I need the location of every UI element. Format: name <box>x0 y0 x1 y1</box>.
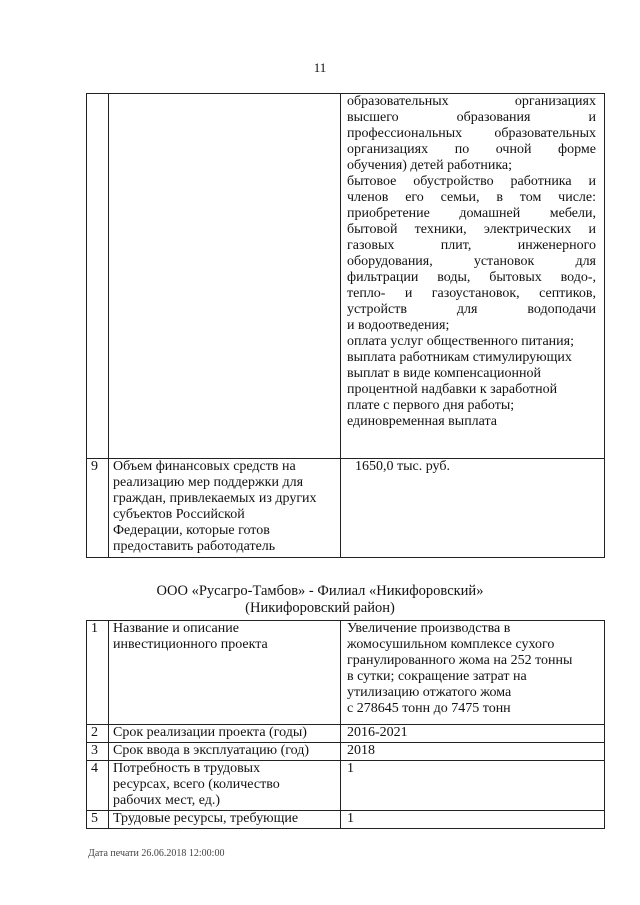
row-number: 3 <box>87 743 109 761</box>
row-label-line: Срок ввода в эксплуатацию (год) <box>113 743 310 758</box>
row-label-line: Срок реализации проекта (годы) <box>113 725 307 740</box>
measure-text-line: и водоотведения; <box>347 318 450 333</box>
measure-text-line: оборудования, установок для <box>347 254 596 269</box>
table-row-1 <box>87 621 605 725</box>
page-number: 11 <box>313 60 327 75</box>
support-measures-table <box>86 93 605 558</box>
row-label-line: реализацию мер поддержки для <box>113 475 304 490</box>
row-value <box>341 743 605 761</box>
row-label-line: граждан, привлекаемых из других <box>113 491 317 506</box>
row-value-line: в сутки; сокращение затрат на <box>347 669 527 684</box>
row-label <box>109 459 341 558</box>
row-label <box>109 725 341 743</box>
table-row-4 <box>87 761 605 811</box>
row-value-line: гранулированного жома на 252 тонны <box>347 653 573 668</box>
row-label-line: ресурсах, всего (количество <box>113 777 280 792</box>
measure-text-line: оплата услуг общественного питания; <box>347 334 574 349</box>
row-label-line: Название и описание <box>113 621 239 636</box>
measure-text-line: устройств для водоподачи <box>347 302 596 317</box>
row-label <box>109 743 341 761</box>
row-value-line: с 278645 тонн до 7475 тонн <box>347 701 511 716</box>
row-number: 5 <box>87 811 109 829</box>
measure-text-line: процентной надбавки к заработной <box>347 382 558 397</box>
table-row-continuation <box>87 94 605 459</box>
row-label-line: предоставить работодатель <box>113 539 276 554</box>
row-label <box>109 761 341 811</box>
support-measures-list <box>341 94 605 459</box>
measure-text-line: бытовое обустройство работника и <box>347 174 596 189</box>
row-value <box>341 621 605 725</box>
measure-text-line: единовременная выплата <box>347 414 498 429</box>
row-value-line: 2018 <box>347 743 375 758</box>
row-label-line: инвестиционного проекта <box>113 637 268 652</box>
table-row-5 <box>87 811 605 829</box>
row-label-line: субъектов Российской <box>113 507 245 522</box>
row-label-line: рабочих мест, ед.) <box>113 793 221 808</box>
row-number: 2 <box>87 725 109 743</box>
measure-text-line: организациях по очной форме <box>347 142 596 157</box>
row-value-line: 1 <box>347 811 354 826</box>
measure-text-line: высшего образования и <box>347 110 596 125</box>
row-value <box>341 811 605 829</box>
measure-text-line: профессиональных образовательных <box>347 126 596 141</box>
measure-text-line: членов его семьи, в том числе: <box>347 190 596 205</box>
investment-project-table <box>86 620 605 829</box>
measure-text-line: выплат в виде компенсационной <box>347 366 541 381</box>
row-label <box>109 621 341 725</box>
row-value-line: Увеличение производства в <box>347 621 511 636</box>
row-value-line: жомосушильном комплексе сухого <box>347 637 555 652</box>
row-label-line: Федерации, которые готов <box>113 523 270 538</box>
table-row-9 <box>87 459 605 558</box>
measure-text-line: тепло- и газоустановок, септиков, <box>347 286 596 301</box>
row-label-line: Объем финансовых средств на <box>113 459 296 474</box>
measure-text-line: приобретение домашней мебели, <box>347 206 596 221</box>
row-value-line: 2016-2021 <box>347 725 408 740</box>
measure-text-line: газовых плит, инженерного <box>347 238 596 253</box>
row-number: 9 <box>87 459 109 558</box>
row-number: 1 <box>87 621 109 725</box>
row-number: 4 <box>87 761 109 811</box>
measure-text-line: бытовой техники, электрических и <box>347 222 596 237</box>
row-value-line: 1 <box>347 761 354 776</box>
measure-text-line: обучения) детей работника; <box>347 158 513 173</box>
row-value: 1650,0 тыс. руб. <box>341 459 605 558</box>
measure-text-line: плате с первого дня работы; <box>347 398 515 413</box>
row-value-line: утилизацию отжатого жома <box>347 685 512 700</box>
measure-text-line: выплата работникам стимулирующих <box>347 350 572 365</box>
measure-text-line: образовательных организациях <box>347 94 596 109</box>
section-title: ООО «Русагро-Тамбов» - Филиал «Никифоровский» <box>156 583 484 599</box>
row-value <box>341 761 605 811</box>
row-label-line: Трудовые ресурсы, требующие <box>113 811 299 826</box>
section-subtitle: (Никифоровский район) <box>245 600 395 616</box>
measure-text-line: фильтрации воды, бытовых водо-, <box>347 270 596 285</box>
row-label <box>109 811 341 829</box>
row-value <box>341 725 605 743</box>
row-label-cell <box>109 94 341 459</box>
row-label-line: Потребность в трудовых <box>113 761 261 776</box>
row-number-cell <box>87 94 109 459</box>
table-row-3 <box>87 743 605 761</box>
print-date-footer: Дата печати 26.06.2018 12:00:00 <box>88 848 225 859</box>
table-row-2 <box>87 725 605 743</box>
